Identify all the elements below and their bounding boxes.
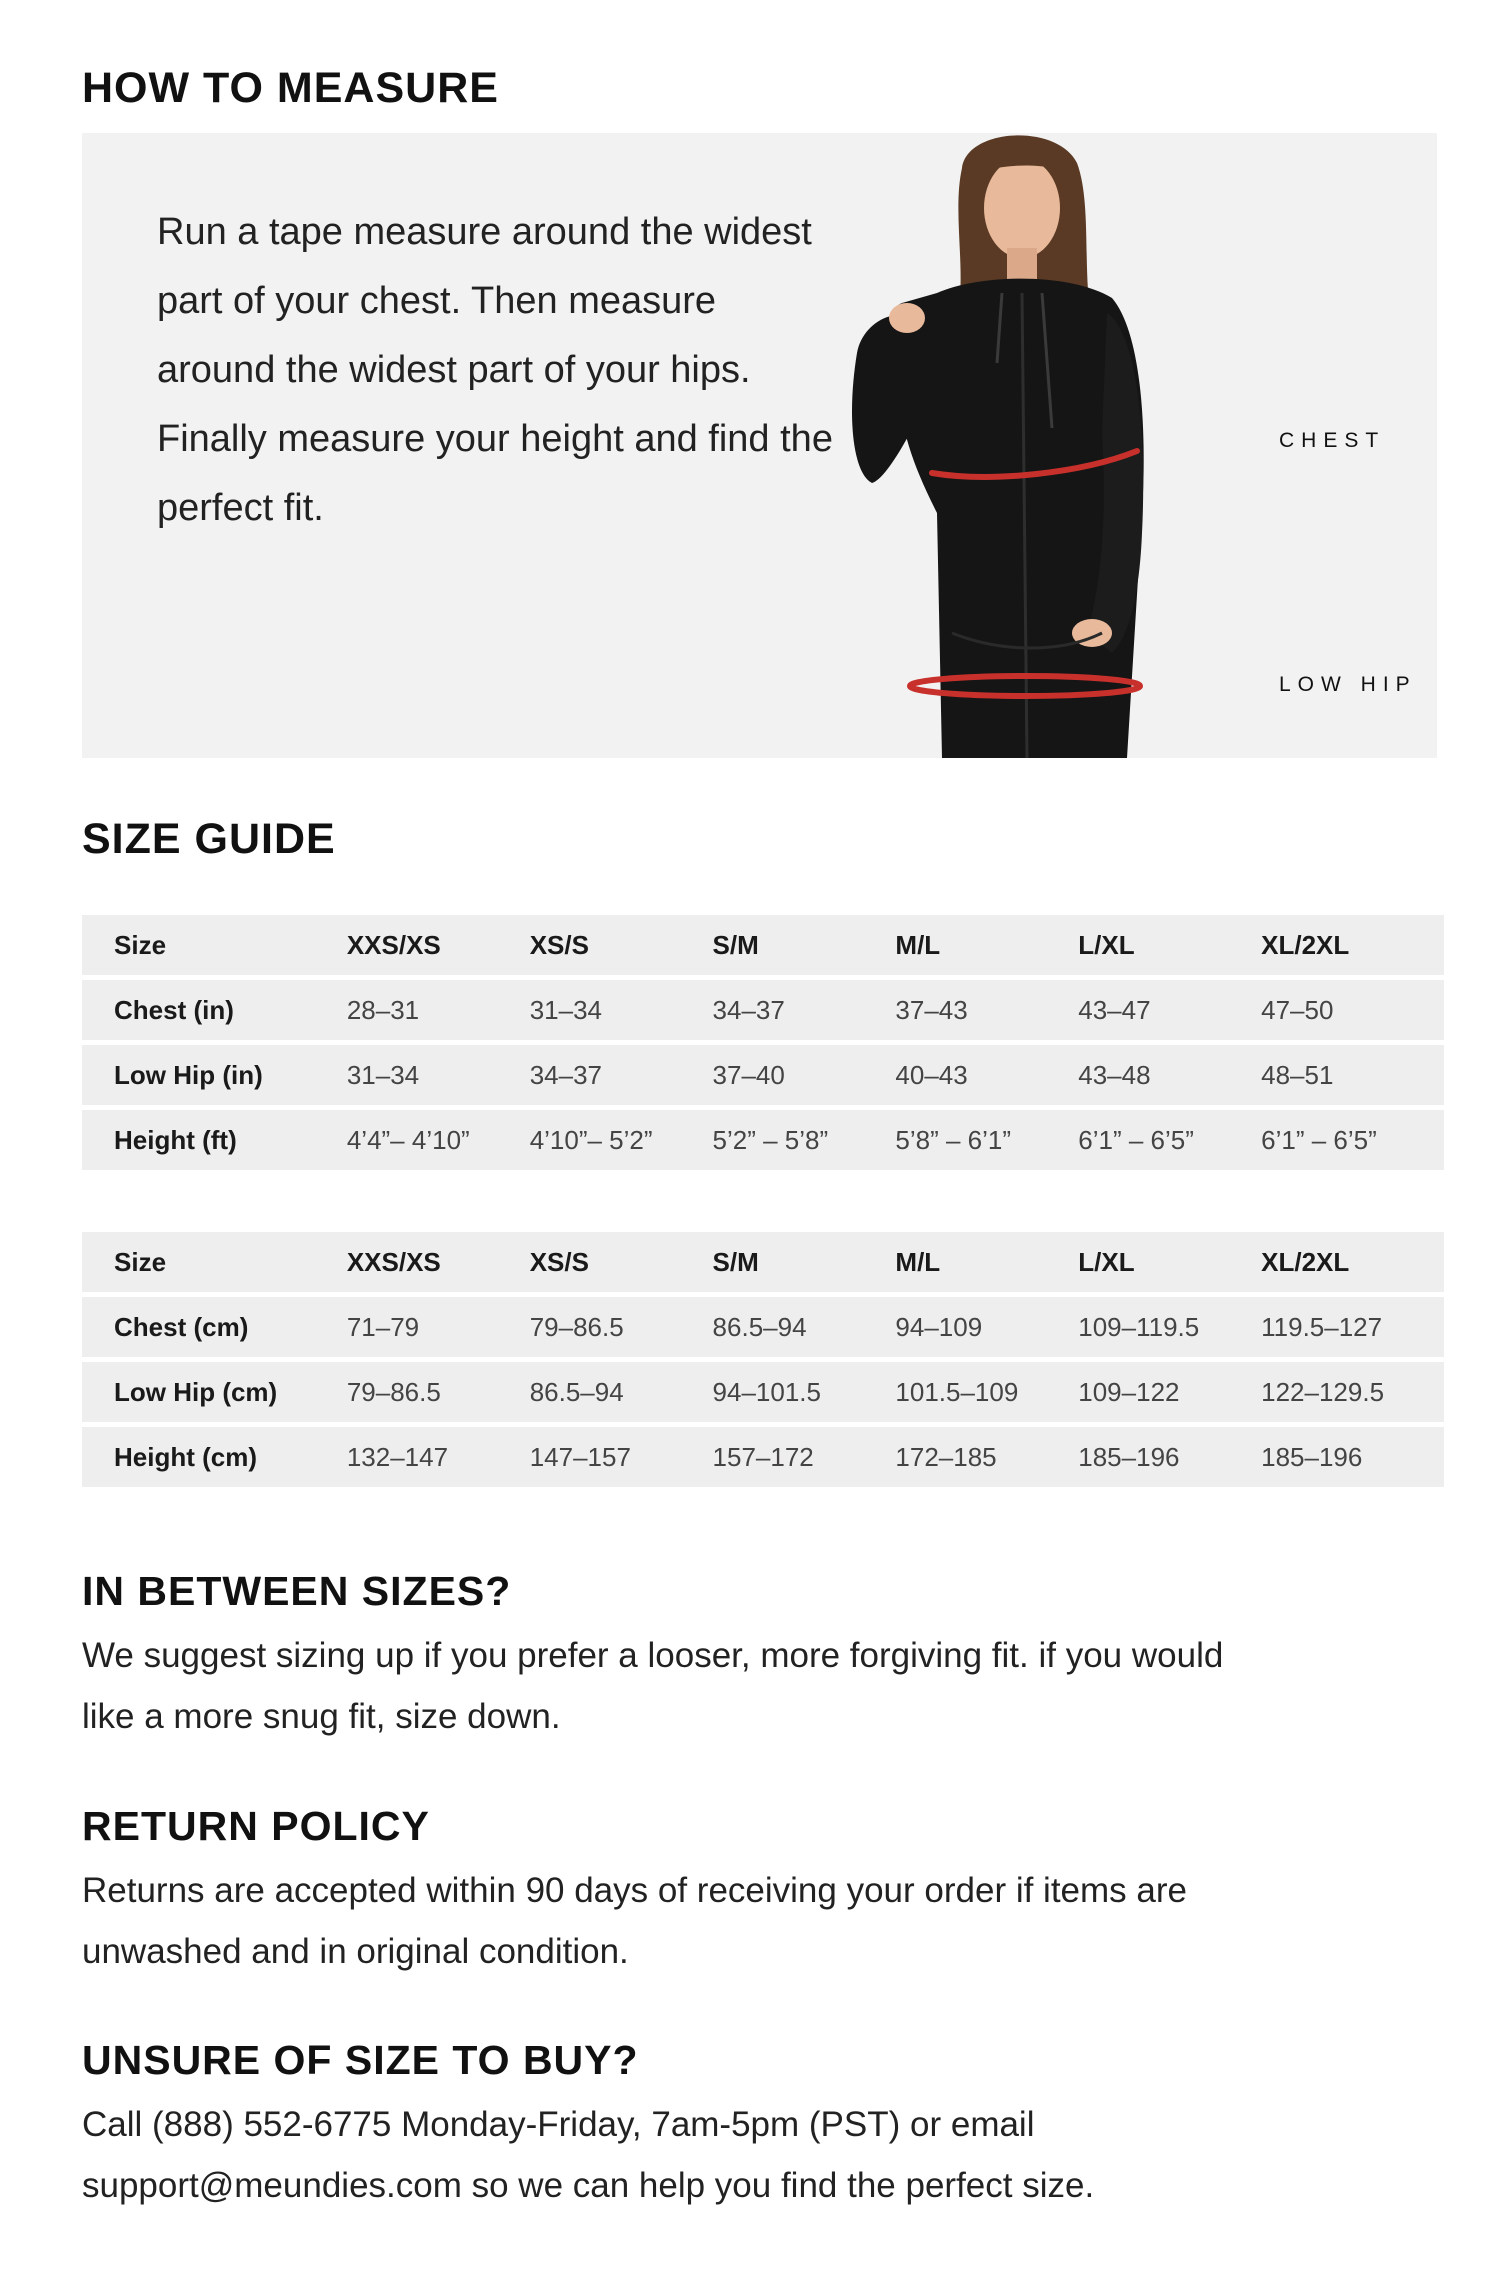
return-policy-title: RETURN POLICY bbox=[82, 1803, 430, 1849]
row-label: Chest (cm) bbox=[114, 1311, 249, 1342]
table-cell: 147–157 bbox=[529, 1441, 631, 1472]
model-illustration bbox=[842, 133, 1262, 758]
header-cell: XL/2XL bbox=[1261, 929, 1350, 960]
table-cell: 5’8” – 6’1” bbox=[895, 1124, 1012, 1155]
return-policy-text: Returns are accepted within 90 days of receiving your order if items are unwashed and in original condition. bbox=[82, 1871, 1187, 1971]
table-cell: 48–51 bbox=[1261, 1059, 1334, 1090]
table-row bbox=[82, 980, 1444, 1040]
table-cell: 6’1” – 6’5” bbox=[1078, 1124, 1194, 1155]
in-between-text: We suggest sizing up if you prefer a looser, more forgiving fit. if you would like a more snug fit, size down. bbox=[82, 1636, 1224, 1736]
table-cell: 4’10”– 5’2” bbox=[529, 1124, 653, 1155]
support-email-link[interactable]: support@meundies.com bbox=[82, 2166, 462, 2205]
unsure-text-after: so we can help you find the perfect size. bbox=[461, 2166, 1095, 2205]
table-cell: 86.5–94 bbox=[529, 1376, 624, 1407]
measure-panel bbox=[82, 133, 1437, 758]
table-cell: 5’2” – 5’8” bbox=[712, 1124, 829, 1155]
header-cell: S/M bbox=[712, 929, 759, 960]
table-cell: 86.5–94 bbox=[712, 1311, 807, 1342]
how-to-measure-title: HOW TO MEASURE bbox=[82, 64, 499, 112]
table-cell: 94–109 bbox=[895, 1311, 983, 1342]
unsure-text bbox=[82, 2094, 1232, 2216]
row-label: Height (ft) bbox=[114, 1124, 237, 1155]
table-cell: 28–31 bbox=[346, 994, 420, 1025]
size-table-imperial bbox=[82, 915, 1444, 1175]
table-cell: 157–172 bbox=[712, 1441, 814, 1472]
table-cell: 34–37 bbox=[712, 994, 785, 1025]
table-cell: 132–147 bbox=[346, 1441, 449, 1472]
table-cell: 185–196 bbox=[1261, 1441, 1363, 1472]
table-row bbox=[82, 1362, 1444, 1422]
table-cell: 79–86.5 bbox=[346, 1376, 441, 1407]
table-header-row bbox=[82, 915, 1444, 975]
table-cell: 101.5–109 bbox=[895, 1376, 1019, 1407]
table-cell: 47–50 bbox=[1261, 994, 1334, 1025]
in-between-title: IN BETWEEN SIZES? bbox=[82, 1568, 512, 1614]
row-label: Low Hip (cm) bbox=[114, 1376, 278, 1407]
table-cell: 37–43 bbox=[895, 994, 968, 1025]
table-cell: 4’4”– 4’10” bbox=[346, 1124, 470, 1155]
table-cell: 185–196 bbox=[1078, 1441, 1180, 1472]
table-cell: 119.5–127 bbox=[1261, 1311, 1383, 1342]
header-label: Size bbox=[114, 929, 167, 960]
row-label: Low Hip (in) bbox=[114, 1059, 263, 1090]
table-row bbox=[82, 1110, 1444, 1170]
row-label: Chest (in) bbox=[114, 994, 234, 1025]
size-guide-title: SIZE GUIDE bbox=[82, 815, 336, 863]
header-cell: XXS/XS bbox=[346, 1246, 441, 1277]
table-row bbox=[82, 1045, 1444, 1105]
unsure-title: UNSURE OF SIZE TO BUY? bbox=[82, 2037, 639, 2083]
table-cell: 37–40 bbox=[712, 1059, 785, 1090]
table-cell: 79–86.5 bbox=[529, 1311, 624, 1342]
table-cell: 71–79 bbox=[346, 1311, 420, 1342]
header-cell: S/M bbox=[712, 1246, 759, 1277]
header-cell: XS/S bbox=[529, 1246, 589, 1277]
table-cell: 6’1” – 6’5” bbox=[1261, 1124, 1377, 1155]
table-cell: 31–34 bbox=[346, 1059, 420, 1090]
table-cell: 172–185 bbox=[895, 1441, 997, 1472]
measure-instructions: Run a tape measure around the widest part of your chest. Then measure around the widest part of your hips. Finally measure your height and find the perfect fit. bbox=[157, 211, 833, 529]
table-cell: 109–122 bbox=[1078, 1376, 1180, 1407]
size-table-metric bbox=[82, 1232, 1444, 1492]
header-label: Size bbox=[114, 1246, 167, 1277]
table-cell: 122–129.5 bbox=[1261, 1376, 1385, 1407]
table-cell: 94–101.5 bbox=[712, 1376, 821, 1407]
table-header-row bbox=[82, 1232, 1444, 1292]
header-cell: XXS/XS bbox=[346, 929, 441, 960]
table-cell: 40–43 bbox=[895, 1059, 968, 1090]
table-cell: 109–119.5 bbox=[1078, 1311, 1200, 1342]
chest-callout: CHEST bbox=[1279, 429, 1386, 452]
table-cell: 43–48 bbox=[1078, 1059, 1151, 1090]
table-cell: 34–37 bbox=[529, 1059, 602, 1090]
low-hip-callout: LOW HIP bbox=[1279, 673, 1417, 696]
header-cell: L/XL bbox=[1078, 929, 1135, 960]
table-cell: 31–34 bbox=[529, 994, 602, 1025]
header-cell: M/L bbox=[895, 1246, 941, 1277]
table-row bbox=[82, 1297, 1444, 1357]
row-label: Height (cm) bbox=[114, 1441, 257, 1472]
header-cell: M/L bbox=[895, 929, 941, 960]
header-cell: XS/S bbox=[529, 929, 589, 960]
header-cell: L/XL bbox=[1078, 1246, 1135, 1277]
table-cell: 43–47 bbox=[1078, 994, 1151, 1025]
table-row bbox=[82, 1427, 1444, 1487]
unsure-text-before: Call (888) 552-6775 Monday-Friday, 7am-5pm (PST) or email bbox=[82, 2105, 1035, 2144]
header-cell: XL/2XL bbox=[1261, 1246, 1350, 1277]
